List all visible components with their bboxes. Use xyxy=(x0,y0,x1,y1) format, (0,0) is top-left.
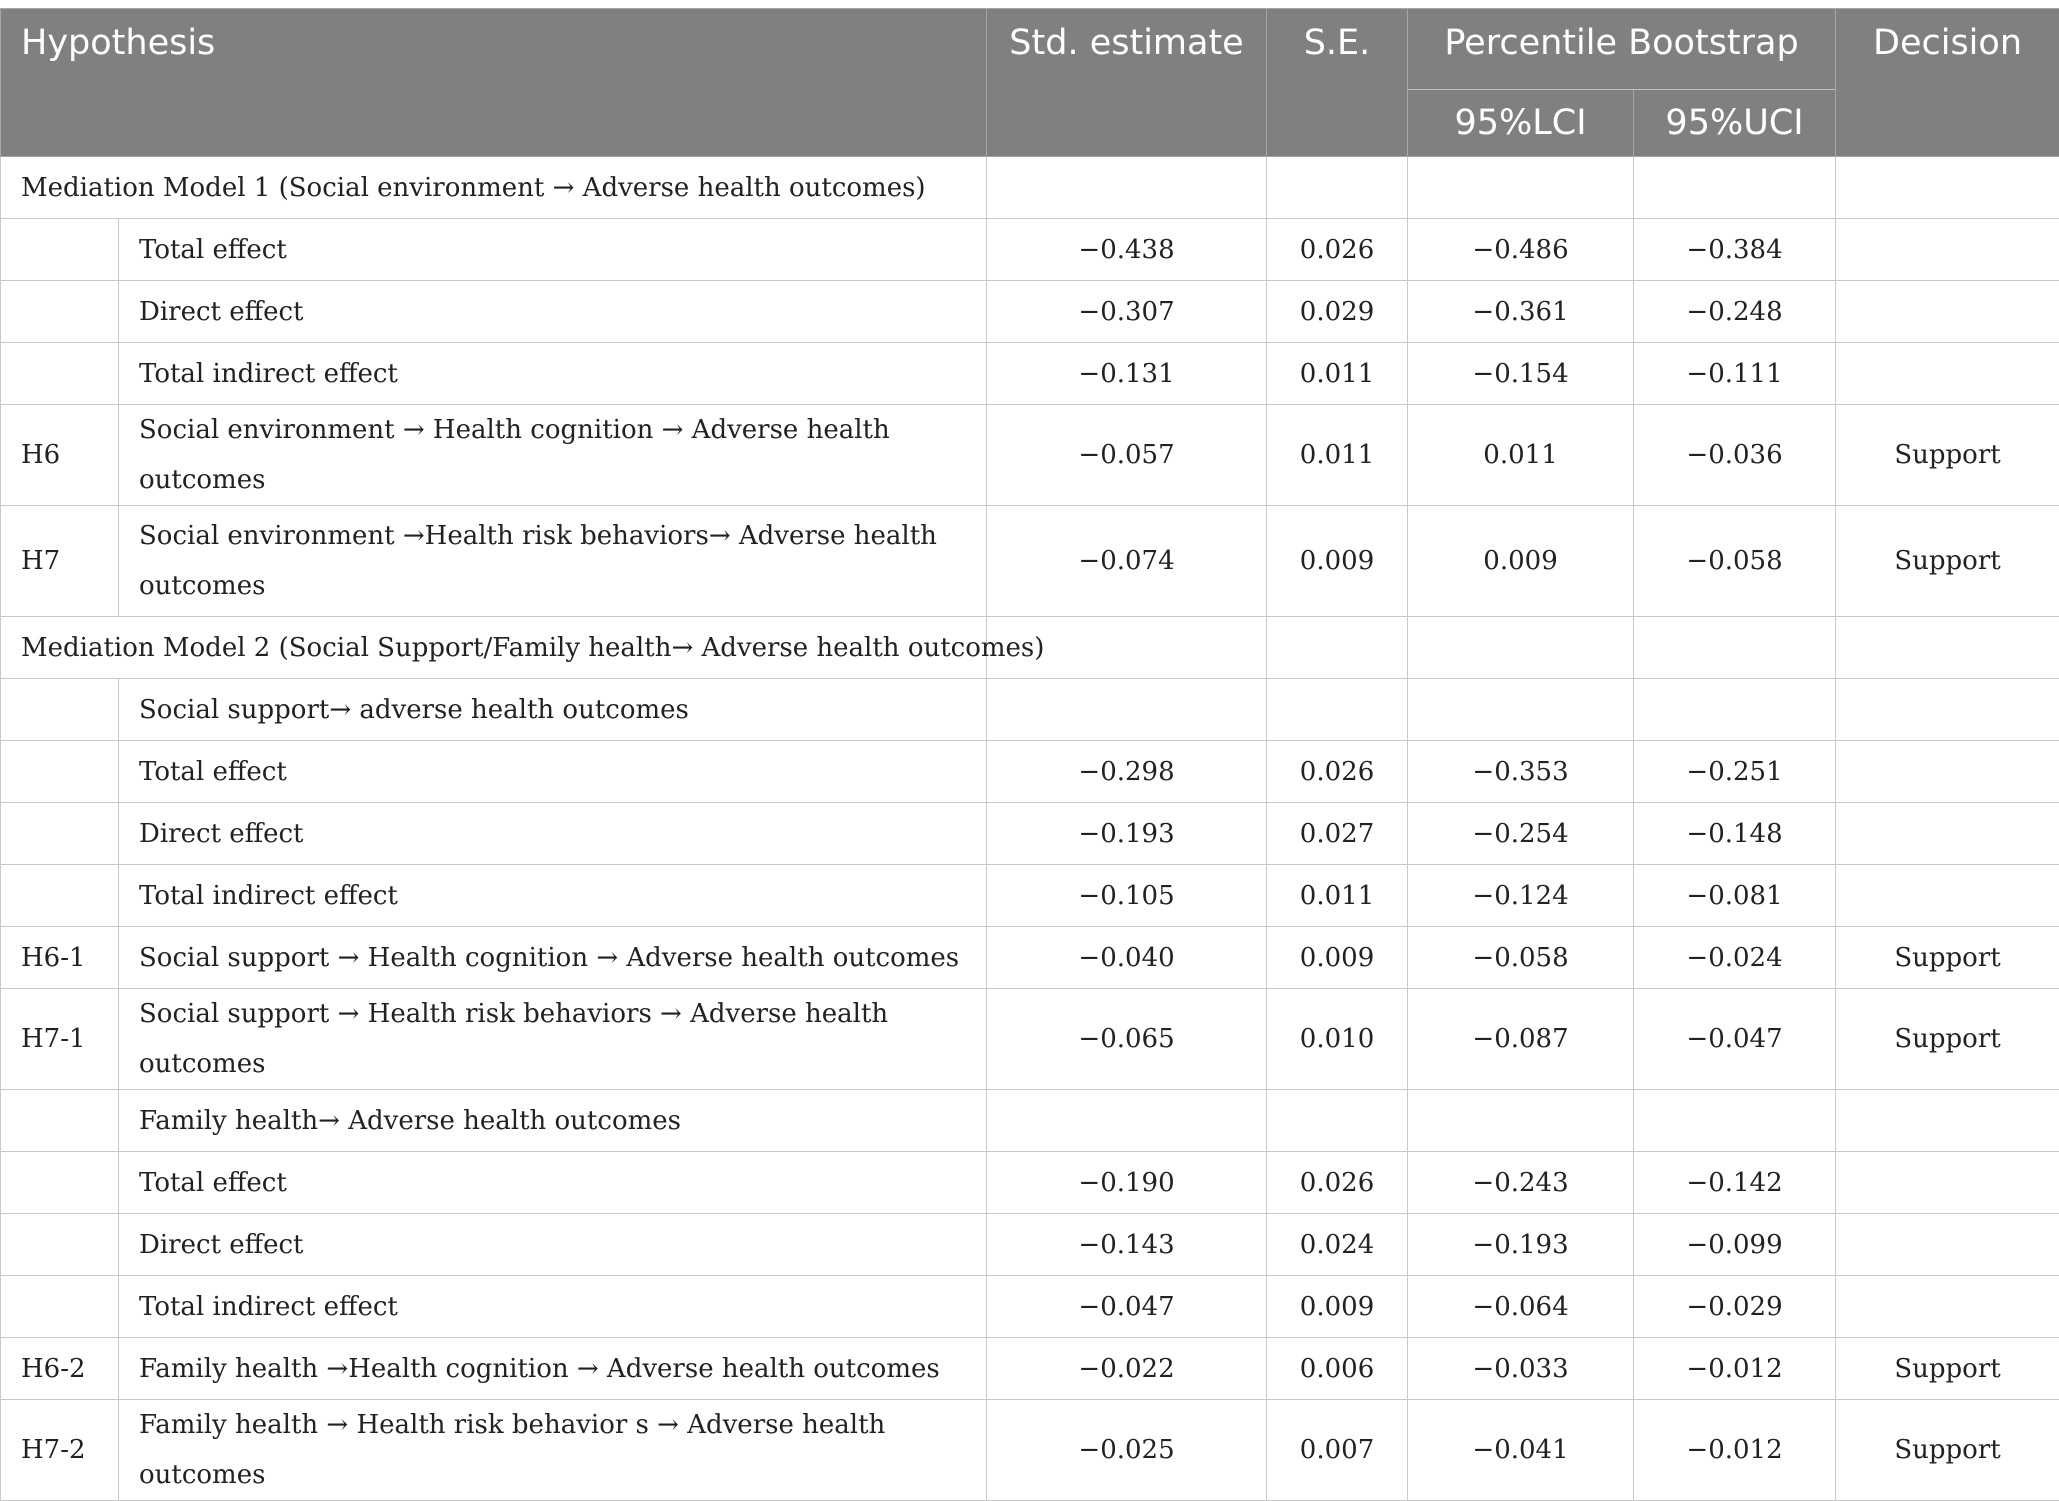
se-cell: 0.026 xyxy=(1267,741,1408,803)
hypothesis-id-cell xyxy=(1,1152,119,1214)
lci-cell: −0.254 xyxy=(1408,803,1634,865)
empty-cell xyxy=(987,157,1267,219)
hypothesis-id-cell xyxy=(1,1090,119,1152)
path-label-cell: Social environment → Health cognition → Adverse health outcomes xyxy=(119,405,987,506)
lci-cell: −0.124 xyxy=(1408,865,1634,927)
hypothesis-id-cell xyxy=(1,865,119,927)
std-estimate-cell xyxy=(987,679,1267,741)
uci-cell: −0.111 xyxy=(1634,343,1836,405)
uci-cell: −0.058 xyxy=(1634,506,1836,617)
decision-cell xyxy=(1836,679,2059,741)
hypothesis-id-cell: H6-1 xyxy=(1,927,119,989)
lci-cell: −0.041 xyxy=(1408,1400,1634,1501)
table-row xyxy=(1,219,2059,281)
table-row xyxy=(1,506,2059,617)
decision-cell: Support xyxy=(1836,405,2059,506)
se-cell xyxy=(1267,1090,1408,1152)
table-header xyxy=(1,9,2059,157)
path-label-cell: Social support → Health risk behaviors → Adverse health outcomes xyxy=(119,989,987,1090)
header-percentile-bootstrap: Percentile Bootstrap xyxy=(1408,9,1836,90)
lci-cell: −0.243 xyxy=(1408,1152,1634,1214)
decision-cell xyxy=(1836,1152,2059,1214)
decision-cell xyxy=(1836,803,2059,865)
uci-cell: −0.251 xyxy=(1634,741,1836,803)
se-cell: 0.010 xyxy=(1267,989,1408,1090)
decision-cell xyxy=(1836,865,2059,927)
lci-cell: 0.009 xyxy=(1408,506,1634,617)
path-label-cell: Family health → Health risk behavior s → Adverse health outcomes xyxy=(119,1400,987,1501)
std-estimate-cell xyxy=(987,1090,1267,1152)
header-lci: 95%LCI xyxy=(1408,90,1634,157)
path-label-cell: Family health→ Adverse health outcomes xyxy=(119,1090,987,1152)
lci-cell xyxy=(1408,1090,1634,1152)
header-uci: 95%UCI xyxy=(1634,90,1836,157)
path-label-cell: Total indirect effect xyxy=(119,1276,987,1338)
uci-cell xyxy=(1634,679,1836,741)
uci-cell: −0.012 xyxy=(1634,1400,1836,1501)
header-decision: Decision xyxy=(1836,9,2059,157)
se-cell: 0.029 xyxy=(1267,281,1408,343)
hypothesis-id-cell xyxy=(1,803,119,865)
se-cell: 0.007 xyxy=(1267,1400,1408,1501)
decision-cell: Support xyxy=(1836,1400,2059,1501)
hypothesis-id-cell xyxy=(1,343,119,405)
header-se: S.E. xyxy=(1267,9,1408,157)
table-row xyxy=(1,281,2059,343)
path-label-cell: Total effect xyxy=(119,1152,987,1214)
decision-cell xyxy=(1836,1090,2059,1152)
lci-cell: −0.064 xyxy=(1408,1276,1634,1338)
table-row xyxy=(1,1090,2059,1152)
hypothesis-id-cell: H6-2 xyxy=(1,1338,119,1400)
uci-cell xyxy=(1634,1090,1836,1152)
header-std-estimate: Std. estimate xyxy=(987,9,1267,157)
table-row xyxy=(1,405,2059,506)
hypothesis-id-cell xyxy=(1,1214,119,1276)
decision-cell xyxy=(1836,343,2059,405)
section-row xyxy=(1,157,2059,219)
empty-cell xyxy=(1634,617,1836,679)
se-cell: 0.011 xyxy=(1267,343,1408,405)
table-row xyxy=(1,1152,2059,1214)
table-row xyxy=(1,865,2059,927)
section-title: Mediation Model 2 (Social Support/Family health→ Adverse health outcomes) xyxy=(1,617,987,679)
hypothesis-id-cell xyxy=(1,679,119,741)
lci-cell xyxy=(1408,679,1634,741)
hypothesis-id-cell xyxy=(1,219,119,281)
std-estimate-cell: −0.131 xyxy=(987,343,1267,405)
uci-cell: −0.012 xyxy=(1634,1338,1836,1400)
se-cell xyxy=(1267,679,1408,741)
hypothesis-id-cell xyxy=(1,741,119,803)
uci-cell: −0.024 xyxy=(1634,927,1836,989)
path-label-cell: Total effect xyxy=(119,741,987,803)
section-title: Mediation Model 1 (Social environment → Adverse health outcomes) xyxy=(1,157,987,219)
std-estimate-cell: −0.047 xyxy=(987,1276,1267,1338)
uci-cell: −0.384 xyxy=(1634,219,1836,281)
table-row xyxy=(1,1338,2059,1400)
uci-cell: −0.148 xyxy=(1634,803,1836,865)
empty-cell xyxy=(1836,157,2059,219)
decision-cell xyxy=(1836,219,2059,281)
path-label-cell: Total indirect effect xyxy=(119,343,987,405)
section-row xyxy=(1,617,2059,679)
path-label-cell: Social support→ adverse health outcomes xyxy=(119,679,987,741)
std-estimate-cell: −0.057 xyxy=(987,405,1267,506)
se-cell: 0.009 xyxy=(1267,1276,1408,1338)
hypothesis-id-cell xyxy=(1,1276,119,1338)
path-label-cell: Social support → Health cognition → Adverse health outcomes xyxy=(119,927,987,989)
std-estimate-cell: −0.040 xyxy=(987,927,1267,989)
std-estimate-cell: −0.298 xyxy=(987,741,1267,803)
se-cell: 0.026 xyxy=(1267,1152,1408,1214)
lci-cell: −0.353 xyxy=(1408,741,1634,803)
hypothesis-id-cell: H7-1 xyxy=(1,989,119,1090)
path-label-cell: Direct effect xyxy=(119,1214,987,1276)
std-estimate-cell: −0.190 xyxy=(987,1152,1267,1214)
decision-cell: Support xyxy=(1836,506,2059,617)
path-label-cell: Social environment →Health risk behaviors→ Adverse health outcomes xyxy=(119,506,987,617)
se-cell: 0.011 xyxy=(1267,405,1408,506)
lci-cell: −0.058 xyxy=(1408,927,1634,989)
table-row xyxy=(1,1400,2059,1501)
se-cell: 0.024 xyxy=(1267,1214,1408,1276)
std-estimate-cell: −0.105 xyxy=(987,865,1267,927)
uci-cell: −0.047 xyxy=(1634,989,1836,1090)
hypothesis-id-cell: H7-2 xyxy=(1,1400,119,1501)
lci-cell: −0.154 xyxy=(1408,343,1634,405)
empty-cell xyxy=(1408,157,1634,219)
path-label-cell: Family health →Health cognition → Adverse health outcomes xyxy=(119,1338,987,1400)
lci-cell: −0.087 xyxy=(1408,989,1634,1090)
se-cell: 0.006 xyxy=(1267,1338,1408,1400)
decision-cell xyxy=(1836,1214,2059,1276)
empty-cell xyxy=(1267,157,1408,219)
uci-cell: −0.099 xyxy=(1634,1214,1836,1276)
lci-cell: −0.193 xyxy=(1408,1214,1634,1276)
std-estimate-cell: −0.025 xyxy=(987,1400,1267,1501)
empty-cell xyxy=(1836,617,2059,679)
lci-cell: −0.033 xyxy=(1408,1338,1634,1400)
lci-cell: −0.486 xyxy=(1408,219,1634,281)
table-row xyxy=(1,1276,2059,1338)
lci-cell: 0.011 xyxy=(1408,405,1634,506)
table-row xyxy=(1,1214,2059,1276)
hypothesis-id-cell: H7 xyxy=(1,506,119,617)
table-row xyxy=(1,927,2059,989)
uci-cell: −0.248 xyxy=(1634,281,1836,343)
uci-cell: −0.029 xyxy=(1634,1276,1836,1338)
std-estimate-cell: −0.022 xyxy=(987,1338,1267,1400)
se-cell: 0.026 xyxy=(1267,219,1408,281)
path-label-cell: Total effect xyxy=(119,219,987,281)
decision-cell xyxy=(1836,281,2059,343)
header-hypothesis: Hypothesis xyxy=(1,9,987,157)
uci-cell: −0.081 xyxy=(1634,865,1836,927)
path-label-cell: Direct effect xyxy=(119,281,987,343)
decision-cell: Support xyxy=(1836,989,2059,1090)
std-estimate-cell: −0.307 xyxy=(987,281,1267,343)
empty-cell xyxy=(1267,617,1408,679)
se-cell: 0.009 xyxy=(1267,927,1408,989)
se-cell: 0.009 xyxy=(1267,506,1408,617)
decision-cell: Support xyxy=(1836,1338,2059,1400)
hypothesis-id-cell xyxy=(1,281,119,343)
uci-cell: −0.036 xyxy=(1634,405,1836,506)
path-label-cell: Total indirect effect xyxy=(119,865,987,927)
table-row xyxy=(1,989,2059,1090)
decision-cell xyxy=(1836,1276,2059,1338)
hypothesis-id-cell: H6 xyxy=(1,405,119,506)
table-row xyxy=(1,343,2059,405)
std-estimate-cell: −0.143 xyxy=(987,1214,1267,1276)
table-row xyxy=(1,741,2059,803)
std-estimate-cell: −0.065 xyxy=(987,989,1267,1090)
decision-cell xyxy=(1836,741,2059,803)
std-estimate-cell: −0.193 xyxy=(987,803,1267,865)
table-row xyxy=(1,803,2059,865)
mediation-results-table xyxy=(0,8,2059,1501)
std-estimate-cell: −0.438 xyxy=(987,219,1267,281)
uci-cell: −0.142 xyxy=(1634,1152,1836,1214)
table-row xyxy=(1,679,2059,741)
std-estimate-cell: −0.074 xyxy=(987,506,1267,617)
lci-cell: −0.361 xyxy=(1408,281,1634,343)
path-label-cell: Direct effect xyxy=(119,803,987,865)
se-cell: 0.011 xyxy=(1267,865,1408,927)
se-cell: 0.027 xyxy=(1267,803,1408,865)
table-body xyxy=(1,157,2059,1501)
empty-cell xyxy=(1408,617,1634,679)
empty-cell xyxy=(1634,157,1836,219)
decision-cell: Support xyxy=(1836,927,2059,989)
